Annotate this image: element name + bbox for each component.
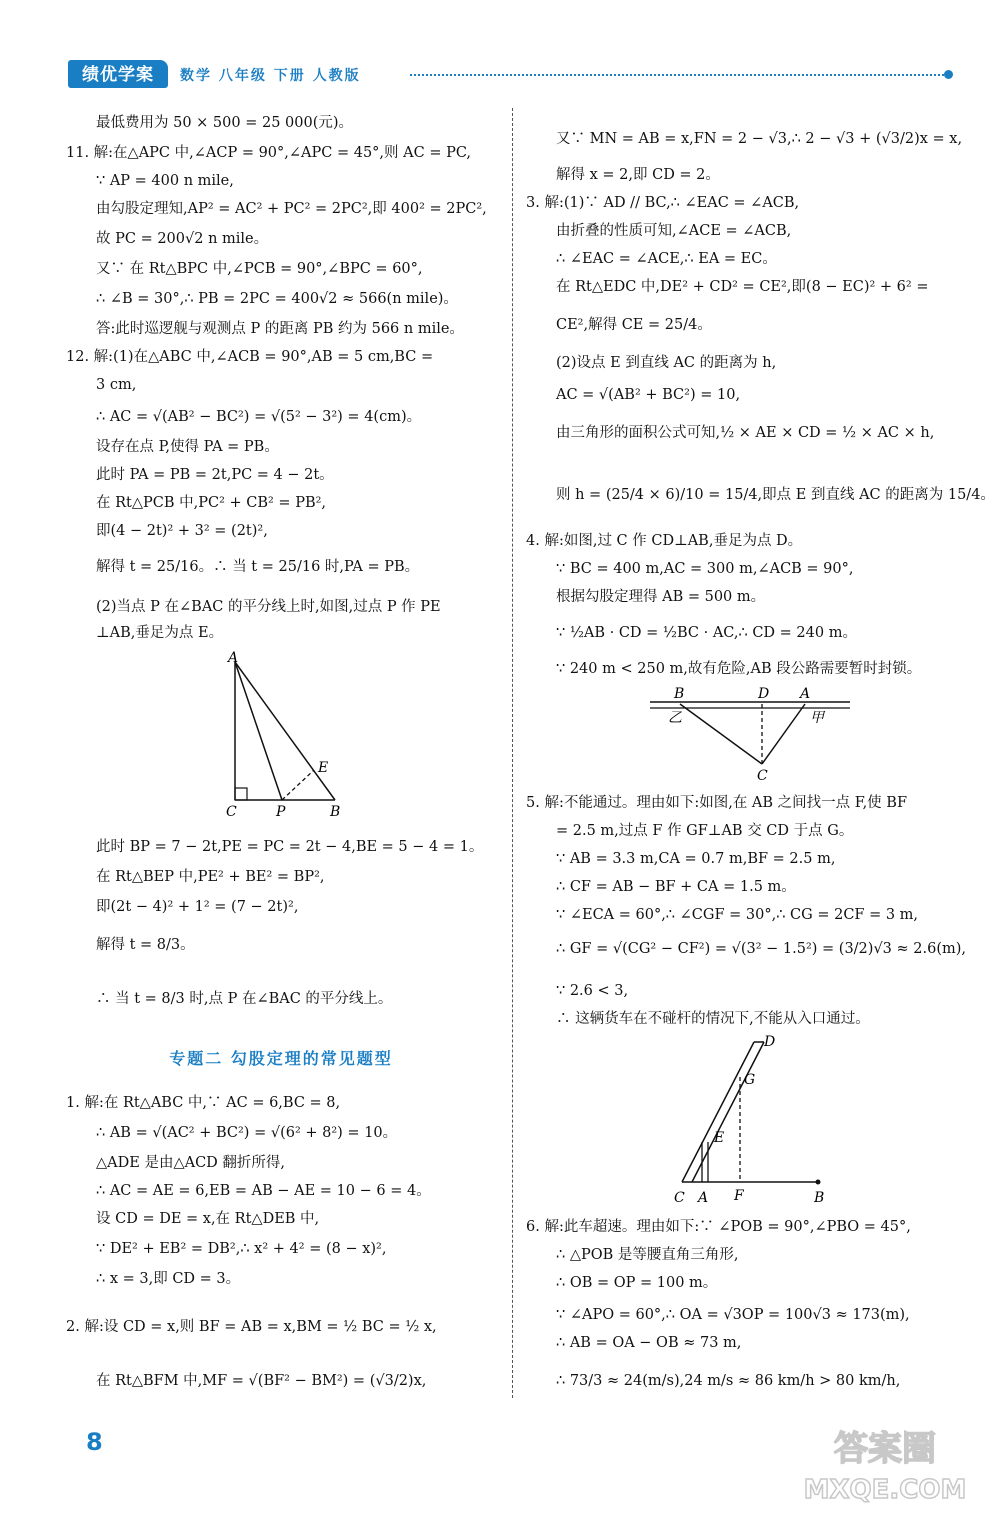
text-line: ∵ ∠ECA = 60°,∴ ∠CGF = 30°,∴ CG = 2CF = 3 m, <box>556 907 919 923</box>
text-line: △ADE 是由△ACD 翻折所得, <box>96 1155 286 1171</box>
text-line: 此时 BP = 7 − 2t,PE = PC = 2t − 4,BE = 5 − 4 = 1。 <box>96 839 484 855</box>
text-line: 又∵ MN = AB = x,FN = 2 − √3,∴ 2 − √3 + (√3/2)x = x, <box>556 131 963 147</box>
text-line: 在 Rt△PCB 中,PC² + CB² = PB², <box>96 495 327 511</box>
text-line: 在 Rt△BEP 中,PE² + BE² = BP², <box>96 869 325 885</box>
figure-label: A <box>698 1190 709 1206</box>
page-header <box>0 0 1000 92</box>
figure-label: 乙 <box>668 710 682 726</box>
figure-label: G <box>744 1072 756 1088</box>
text-line: 设存在点 P,使得 PA = PB。 <box>96 439 279 455</box>
text-line: 则 h = (25/4 × 6)/10 = 15/4,即点 E 到直线 AC 的距离为 15/4。 <box>556 487 995 503</box>
figure-label: E <box>714 1130 725 1146</box>
text-line: ∵ AP = 400 n mile, <box>96 173 234 189</box>
text-line: ∴ x = 3,即 CD = 3。 <box>96 1271 241 1287</box>
header-dot <box>944 70 953 79</box>
figure-label: C <box>674 1190 685 1206</box>
text-line: ∴ CF = AB − BF + CA = 1.5 m。 <box>556 879 796 895</box>
text-line: = 2.5 m,过点 F 作 GF⊥AB 交 CD 于点 G。 <box>556 823 854 839</box>
text-line: 1. 解:在 Rt△ABC 中,∵ AC = 6,BC = 8, <box>66 1095 341 1111</box>
text-line: 由勾股定理知,AP² = AC² + PC² = 2PC²,即 400² = 2PC², <box>96 201 487 217</box>
text-line: 6. 解:此车超速。理由如下:∵ ∠POB = 90°,∠PBO = 45°, <box>526 1219 911 1235</box>
text-line: ∵ 240 m < 250 m,故有危险,AB 段公路需要暂时封锁。 <box>556 661 922 677</box>
figure-label: A <box>800 686 811 702</box>
text-line: 即(4 − 2t)² + 3² = (2t)², <box>96 523 268 539</box>
figure-label: E <box>318 760 329 776</box>
figure-label: P <box>276 804 286 820</box>
text-line: ∵ ∠APO = 60°,∴ OA = √3OP = 100√3 ≈ 173(m), <box>556 1307 910 1323</box>
text-line: ∴ 这辆货车在不碰杆的情况下,不能从入口通过。 <box>556 1011 870 1027</box>
figure-label: F <box>734 1188 744 1204</box>
text-line: 解得 x = 2,即 CD = 2。 <box>556 167 720 183</box>
text-line: ∵ ½AB · CD = ½BC · AC,∴ CD = 240 m。 <box>556 625 857 641</box>
text-line: ∴ AC = AE = 6,EB = AB − AE = 10 − 6 = 4。 <box>96 1183 431 1199</box>
text-line: 11. 解:在△APC 中,∠ACP = 90°,∠APC = 45°,则 AC = PC, <box>66 145 472 161</box>
brand-title: 绩优学案 <box>82 65 154 85</box>
gate-figure-q5 <box>668 1032 838 1208</box>
text-line: 2. 解:设 CD = x,则 BF = AB = x,BM = ½ BC = ½ x, <box>66 1319 437 1335</box>
text-line: ⊥AB,垂足为点 E。 <box>96 625 224 641</box>
triangle-figure-q12 <box>220 650 350 820</box>
text-line: 3. 解:(1)∵ AD // BC,∴ ∠EAC = ∠ACB, <box>526 195 800 211</box>
book-meta: 数学 八年级 下册 人教版 <box>180 68 361 84</box>
text-line: ∴ AB = OA − OB ≈ 73 m, <box>556 1335 742 1351</box>
text-line: ∵ BC = 400 m,AC = 300 m,∠ACB = 90°, <box>556 561 854 577</box>
text-line: 解得 t = 8/3。 <box>96 937 195 953</box>
text-line: ∴ AC = √(AB² − BC²) = √(5² − 3²) = 4(cm)。 <box>96 409 422 425</box>
text-line: ∴ 当 t = 8/3 时,点 P 在∠BAC 的平分线上。 <box>96 991 393 1007</box>
text-line: ∴ ∠EAC = ∠ACE,∴ EA = EC。 <box>556 251 777 267</box>
text-line: ∴ AB = √(AC² + BC²) = √(6² + 8²) = 10。 <box>96 1125 398 1141</box>
text-line: 5. 解:不能通过。理由如下:如图,在 AB 之间找一点 F,使 BF <box>526 795 908 811</box>
text-line: ∴ GF = √(CG² − CF²) = √(3² − 1.5²) = (3/2)√3 ≈ 2.6(m), <box>556 941 967 957</box>
text-line: ∴ △POB 是等腰直角三角形, <box>556 1247 739 1263</box>
text-line: 由三角形的面积公式可知,½ × AE × CD = ½ × AC × h, <box>556 425 935 441</box>
text-line: (2)设点 E 到直线 AC 的距离为 h, <box>556 355 777 371</box>
text-line: 解得 t = 25/16。∴ 当 t = 25/16 时,PA = PB。 <box>96 559 420 575</box>
text-line: 即(2t − 4)² + 1² = (7 − 2t)², <box>96 899 299 915</box>
text-line: ∵ AB = 3.3 m,CA = 0.7 m,BF = 2.5 m, <box>556 851 836 867</box>
watermark-logo <box>800 1418 970 1508</box>
figure-label: A <box>228 650 239 666</box>
figure-label: C <box>226 804 237 820</box>
text-line: 设 CD = DE = x,在 Rt△DEB 中, <box>96 1211 320 1227</box>
figure-label: 甲 <box>810 710 824 726</box>
text-line: 答:此时巡逻舰与观测点 P 的距离 PB 约为 566 n mile。 <box>96 321 464 337</box>
text-line: 最低费用为 50 × 500 = 25 000(元)。 <box>96 115 354 131</box>
figure-label: D <box>758 686 770 702</box>
text-line: 故 PC = 200√2 n mile。 <box>96 231 269 247</box>
column-divider <box>512 108 513 1398</box>
text-line: 在 Rt△BFM 中,MF = √(BF² − BM²) = (√3/2)x, <box>96 1373 427 1389</box>
figure-label: D <box>764 1034 776 1050</box>
text-line: 4. 解:如图,过 C 作 CD⊥AB,垂足为点 D。 <box>526 533 803 549</box>
figure-label: B <box>674 686 685 702</box>
text-line: 12. 解:(1)在△ABC 中,∠ACB = 90°,AB = 5 cm,BC = <box>66 349 434 365</box>
figure-label: B <box>814 1190 825 1206</box>
svg-text:MXQE.COM: MXQE.COM <box>803 1475 967 1505</box>
page-number: 8 <box>86 1428 103 1456</box>
text-line: ∵ 2.6 < 3, <box>556 983 629 999</box>
text-line: ∵ DE² + EB² = DB²,∴ x² + 4² = (8 − x)², <box>96 1241 387 1257</box>
figure-label: B <box>330 804 341 820</box>
text-line: 由折叠的性质可知,∠ACE = ∠ACB, <box>556 223 792 239</box>
text-line: AC = √(AB² + BC²) = 10, <box>556 387 741 403</box>
text-line: ∴ 73/3 ≈ 24(m/s),24 m/s ≈ 86 km/h > 80 km/h, <box>556 1373 901 1389</box>
section-title: 专题二 勾股定理的常见题型 <box>169 1049 393 1068</box>
svg-text:答案圈: 答案圈 <box>834 1429 936 1469</box>
text-line: 3 cm, <box>96 377 137 393</box>
text-line: ∴ ∠B = 30°,∴ PB = 2PC = 400√2 ≈ 566(n mile)。 <box>96 291 458 307</box>
text-line: 又∵ 在 Rt△BPC 中,∠PCB = 90°,∠BPC = 60°, <box>96 261 423 277</box>
text-line: 根据勾股定理得 AB = 500 m。 <box>556 589 766 605</box>
text-line: ∴ OB = OP = 100 m。 <box>556 1275 718 1291</box>
header-divider <box>410 74 948 76</box>
text-line: 在 Rt△EDC 中,DE² + CD² = CE²,即(8 − EC)² + 6² = <box>556 279 929 295</box>
text-line: (2)当点 P 在∠BAC 的平分线上时,如图,过点 P 作 PE <box>96 599 441 615</box>
road-figure-q4 <box>640 684 860 784</box>
text-line: CE²,解得 CE = 25/4。 <box>556 317 712 333</box>
text-line: 此时 PA = PB = 2t,PC = 4 − 2t。 <box>96 467 334 483</box>
figure-label: C <box>757 768 768 784</box>
